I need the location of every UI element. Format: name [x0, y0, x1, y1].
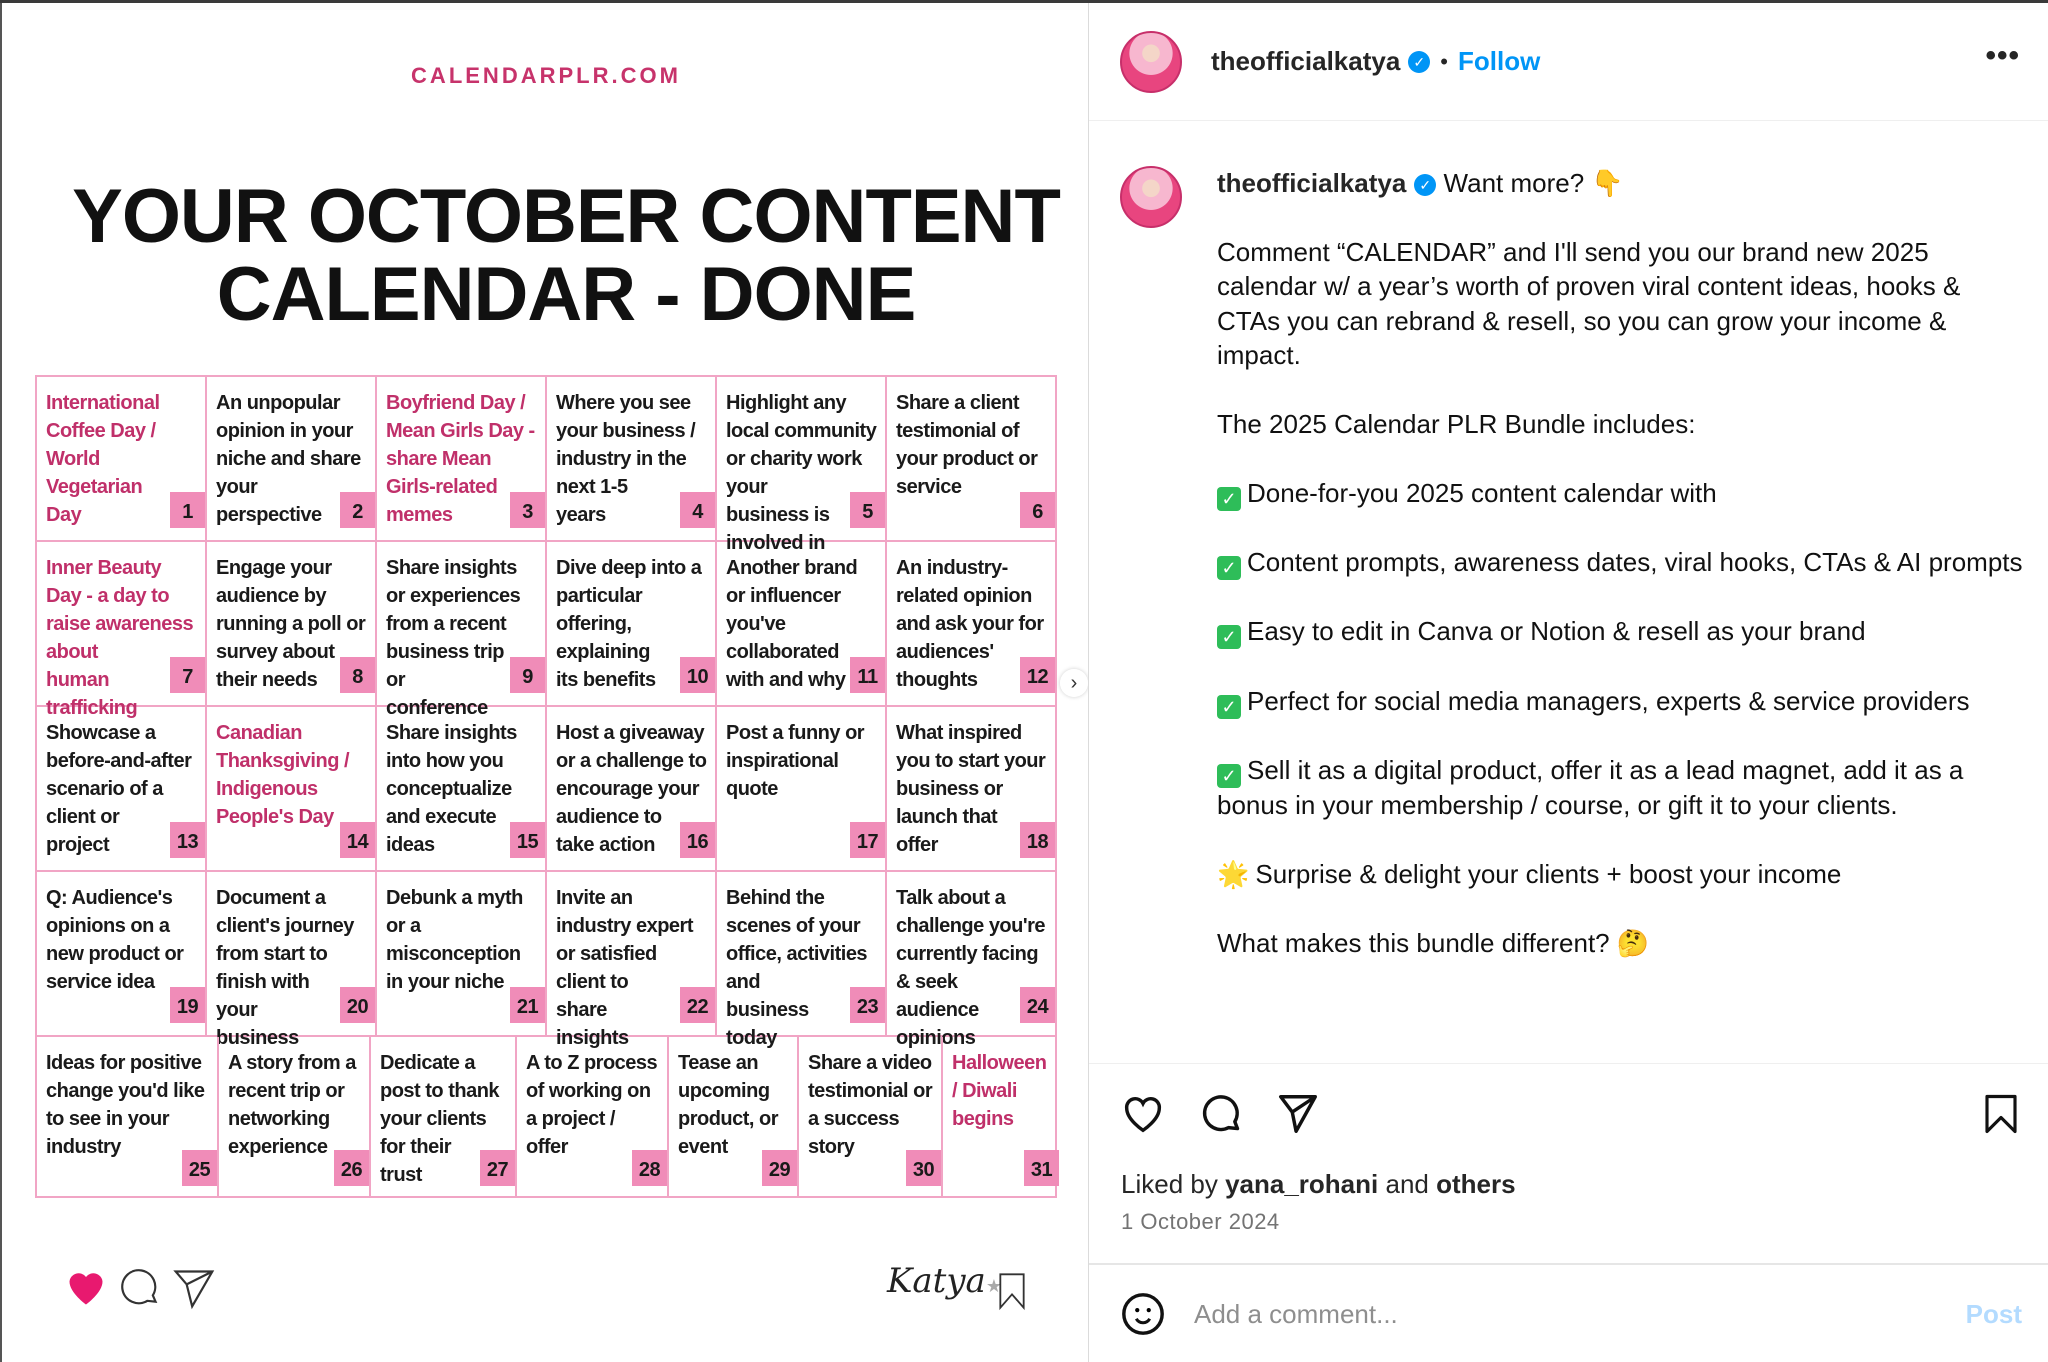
- post-date[interactable]: 1 October 2024: [1121, 1209, 1280, 1234]
- caption-paragraph: [1217, 476, 2027, 511]
- calendar-day-cell: [37, 872, 207, 1035]
- calendar-row: [37, 1037, 1055, 1198]
- caption-text: Perfect for social media managers, experts & service providers: [1247, 685, 1970, 716]
- share-icon[interactable]: [1275, 1091, 1321, 1137]
- day-prompt: Q: Audience's opinions on a new product or service idea: [46, 887, 184, 993]
- day-number: 4: [680, 492, 715, 528]
- day-number: 5: [850, 492, 885, 528]
- caption-paragraph: [1217, 926, 2027, 960]
- check-mark-icon: ✓: [1217, 764, 1241, 788]
- day-number: 13: [170, 822, 205, 858]
- day-number: 18: [1020, 822, 1055, 858]
- like-icon[interactable]: [1120, 1091, 1166, 1137]
- caption-intro-text: Want more? 👇: [1443, 168, 1624, 198]
- caption-text: The 2025 Calendar PLR Bundle includes:: [1217, 408, 1696, 439]
- signature-logo: Katya★: [887, 1261, 1002, 1301]
- comment-bar: [1120, 1289, 2022, 1339]
- title-line: CALENDAR - DONE: [216, 252, 916, 337]
- day-prompt: Showcase a before-and-after scenario of a client or project: [46, 722, 192, 856]
- calendar-day-cell: [207, 377, 377, 540]
- calendar-day-cell: [887, 872, 1055, 1049]
- day-prompt: Dive deep into a particular offering, explaining its benefits: [556, 557, 702, 691]
- calendar-day-cell: [207, 707, 377, 870]
- emoji-icon[interactable]: [1120, 1291, 1166, 1337]
- day-number: 6: [1020, 492, 1055, 528]
- day-number: 12: [1020, 657, 1055, 693]
- calendar-day-cell: [547, 377, 717, 540]
- day-prompt: Invite an industry expert or satisfied client to share insights: [556, 887, 693, 1049]
- day-prompt: Canadian Thanksgiving / Indigenous People's Day: [216, 722, 350, 828]
- calendar-day-cell: [799, 1037, 943, 1198]
- calendar-grid: [35, 375, 1057, 1198]
- calendar-day-cell: [377, 542, 547, 719]
- site-url: CALENDARPLR.COM: [411, 63, 681, 88]
- calendar-row: [37, 707, 1055, 872]
- day-number: 19: [170, 987, 205, 1023]
- day-number: 1: [170, 492, 205, 528]
- calendar-day-cell: [717, 707, 887, 870]
- liker-username-link[interactable]: yana_rohani: [1225, 1169, 1379, 1199]
- caption-paragraph: [1217, 857, 2027, 891]
- check-mark-icon: ✓: [1217, 487, 1241, 511]
- day-prompt: Share insights or experiences from a recent business trip or conference: [386, 557, 521, 719]
- calendar-day-cell: [371, 1037, 517, 1198]
- comment-input[interactable]: [1194, 1299, 1966, 1330]
- next-image-button[interactable]: ›: [1060, 669, 1088, 697]
- day-number: 14: [340, 822, 375, 858]
- day-prompt: Halloween / Diwali begins: [952, 1052, 1047, 1130]
- calendar-day-cell: [207, 872, 377, 1049]
- likes-summary: [1121, 1169, 1516, 1200]
- username-link[interactable]: theofficialkatya: [1211, 46, 1401, 76]
- check-mark-icon: ✓: [1217, 625, 1241, 649]
- avatar[interactable]: [1120, 31, 1182, 93]
- day-prompt: Debunk a myth or a misconception in your niche: [386, 887, 523, 993]
- calendar-day-cell: [717, 542, 887, 705]
- day-number: 11: [850, 657, 885, 693]
- heart-filled-icon: [64, 1266, 108, 1310]
- caption-text: Done-for-you 2025 content calendar with: [1247, 477, 1717, 508]
- day-prompt: Boyfriend Day / Mean Girls Day - share Mean Girls-related memes: [386, 392, 535, 526]
- verified-badge-icon: ✓: [1414, 174, 1436, 196]
- post-header: [1089, 3, 2048, 121]
- calendar-day-cell: [887, 707, 1055, 870]
- day-number: 10: [680, 657, 715, 693]
- day-prompt: Ideas for positive change you'd like to see in your industry: [46, 1052, 205, 1158]
- day-prompt: Engage your audience by running a poll or survey about their needs: [216, 557, 366, 691]
- caption-paragraph: [1217, 545, 2027, 580]
- calendar-day-cell: [547, 872, 717, 1049]
- caption-paragraph: [1217, 235, 2027, 373]
- day-prompt: Behind the scenes of your office, activities and business today: [726, 887, 868, 1049]
- caption-paragraph: [1217, 407, 2027, 441]
- day-number: 3: [510, 492, 545, 528]
- separator-dot: •: [1440, 48, 1448, 74]
- calendar-day-cell: [943, 1037, 1059, 1198]
- caption-paragraph: [1217, 684, 2027, 719]
- caption-username[interactable]: theofficialkatya: [1217, 168, 1407, 198]
- caption-intro: [1217, 166, 2027, 200]
- calendar-day-cell: [517, 1037, 669, 1198]
- day-number: 23: [850, 987, 885, 1023]
- day-number: 16: [680, 822, 715, 858]
- day-number: 17: [850, 822, 885, 858]
- caption-text: Content prompts, awareness dates, viral hooks, CTAs & AI prompts: [1247, 547, 2023, 577]
- day-prompt: An industry-related opinion and ask your for audiences' thoughts: [896, 557, 1044, 691]
- caption-paragraph: [1217, 753, 2027, 822]
- comment-icon[interactable]: [1198, 1091, 1244, 1137]
- image-icons: [64, 1266, 216, 1310]
- likes-others-link[interactable]: others: [1436, 1169, 1516, 1199]
- day-number: 25: [182, 1150, 217, 1186]
- day-prompt: What inspired you to start your business or launch that offer: [896, 722, 1046, 856]
- bookmark-icon: [992, 1269, 1032, 1313]
- calendar-day-cell: [547, 542, 717, 705]
- calendar-title: [2, 174, 1130, 337]
- divider: [1089, 1063, 2048, 1064]
- calendar-row: [37, 377, 1055, 554]
- day-prompt: Tease an upcoming product, or event: [678, 1052, 779, 1158]
- day-number: 20: [340, 987, 375, 1023]
- more-options-icon[interactable]: •••: [1985, 39, 2020, 72]
- day-prompt: Host a giveaway or a challenge to encourage your audience to take action: [556, 722, 707, 856]
- calendar-day-cell: [887, 377, 1055, 540]
- day-number: 24: [1020, 987, 1055, 1023]
- caption-text: Surprise & delight your clients + boost your income: [1255, 858, 1842, 889]
- title-line: YOUR OCTOBER CONTENT: [72, 174, 1060, 259]
- day-number: 8: [340, 657, 375, 693]
- caption-paragraph: [1217, 614, 2027, 649]
- day-prompt: Highlight any local community or charity work your business is involved in: [726, 392, 877, 554]
- calendar-day-cell: [377, 872, 547, 1035]
- day-number: 28: [632, 1150, 667, 1186]
- calendar-day-cell: [717, 872, 887, 1049]
- likes-prefix: Liked by: [1121, 1169, 1218, 1199]
- calendar-day-cell: [717, 377, 887, 554]
- day-prompt: Talk about a challenge you're currently facing & seek audience opinions: [896, 887, 1046, 1049]
- day-number: 29: [762, 1150, 797, 1186]
- calendar-day-cell: [887, 542, 1055, 705]
- action-bar: [1120, 1091, 2022, 1139]
- caption-text: What makes this bundle different? 🤔: [1217, 927, 1650, 958]
- save-icon[interactable]: [1980, 1091, 2022, 1137]
- check-mark-icon: ✓: [1217, 556, 1241, 580]
- day-prompt: Post a funny or inspirational quote: [726, 722, 865, 800]
- check-mark-icon: ✓: [1217, 695, 1241, 719]
- caption-text: Comment “CALENDAR” and I'll send you our brand new 2025 calendar w/ a year’s worth of proven viral content ideas, hooks & CTAs you can rebrand & resell, so you can grow your income & impact.: [1217, 236, 1961, 371]
- likes-and: and: [1385, 1169, 1429, 1199]
- day-number: 22: [680, 987, 715, 1023]
- day-number: 15: [510, 822, 545, 858]
- calendar-day-cell: [207, 542, 377, 705]
- day-prompt: Where you see your business / industry in the next 1-5 years: [556, 392, 696, 526]
- day-number: 30: [906, 1150, 941, 1186]
- caption-text: Easy to edit in Canva or Notion & resell as your brand: [1247, 616, 1866, 647]
- follow-button[interactable]: Follow: [1458, 46, 1541, 76]
- calendar-day-cell: [547, 707, 717, 870]
- day-prompt: A story from a recent trip or networking experience: [228, 1052, 356, 1158]
- post-comment-button[interactable]: Post: [1965, 1298, 2022, 1329]
- day-prompt: A to Z process of working on a project / offer: [526, 1052, 658, 1158]
- calendar-day-cell: [37, 707, 207, 870]
- day-number: 21: [510, 987, 545, 1023]
- post-sidebar: [1088, 3, 2048, 1362]
- divider: [1089, 1263, 2048, 1265]
- day-number: 31: [1024, 1150, 1059, 1186]
- day-prompt: International Coffee Day / World Vegetarian Day: [46, 392, 160, 526]
- calendar-row: [37, 872, 1055, 1049]
- verified-badge-icon: ✓: [1408, 51, 1430, 73]
- calendar-day-cell: [37, 1037, 219, 1198]
- day-number: 27: [480, 1150, 515, 1186]
- day-prompt: Inner Beauty Day - a day to raise awareness about human trafficking: [46, 557, 194, 719]
- calendar-day-cell: [669, 1037, 799, 1198]
- caption-text: Sell it as a digital product, offer it as a lead magnet, add it as a bonus in your membership / course, or gift it to your clients.: [1217, 755, 1964, 821]
- day-prompt: Share insights into how you conceptualize and execute ideas: [386, 722, 517, 856]
- calendar-day-cell: [219, 1037, 371, 1198]
- day-prompt: Another brand or influencer you've collaborated with and why: [726, 557, 858, 691]
- calendar-day-cell: [37, 542, 207, 719]
- share-icon: [172, 1266, 216, 1310]
- day-prompt: An unpopular opinion in your niche and share your perspective: [216, 392, 361, 526]
- comment-icon: [118, 1266, 162, 1310]
- calendar-day-cell: [37, 377, 207, 540]
- day-prompt: Dedicate a post to thank your clients for their trust: [380, 1052, 500, 1186]
- calendar-day-cell: [377, 377, 547, 540]
- day-number: 26: [334, 1150, 369, 1186]
- calendar-day-cell: [377, 707, 547, 870]
- day-number: 2: [340, 492, 375, 528]
- star-icon: 🌟: [1217, 858, 1250, 889]
- day-prompt: Share a video testimonial or a success story: [808, 1052, 933, 1158]
- day-number: 7: [170, 657, 205, 693]
- calendar-row: [37, 542, 1055, 719]
- day-prompt: Document a client's journey from start to finish with your business: [216, 887, 354, 1049]
- avatar[interactable]: [1120, 166, 1182, 228]
- day-prompt: Share a client testimonial of your product or service: [896, 392, 1038, 498]
- post-image: [0, 3, 1088, 1362]
- day-number: 9: [510, 657, 545, 693]
